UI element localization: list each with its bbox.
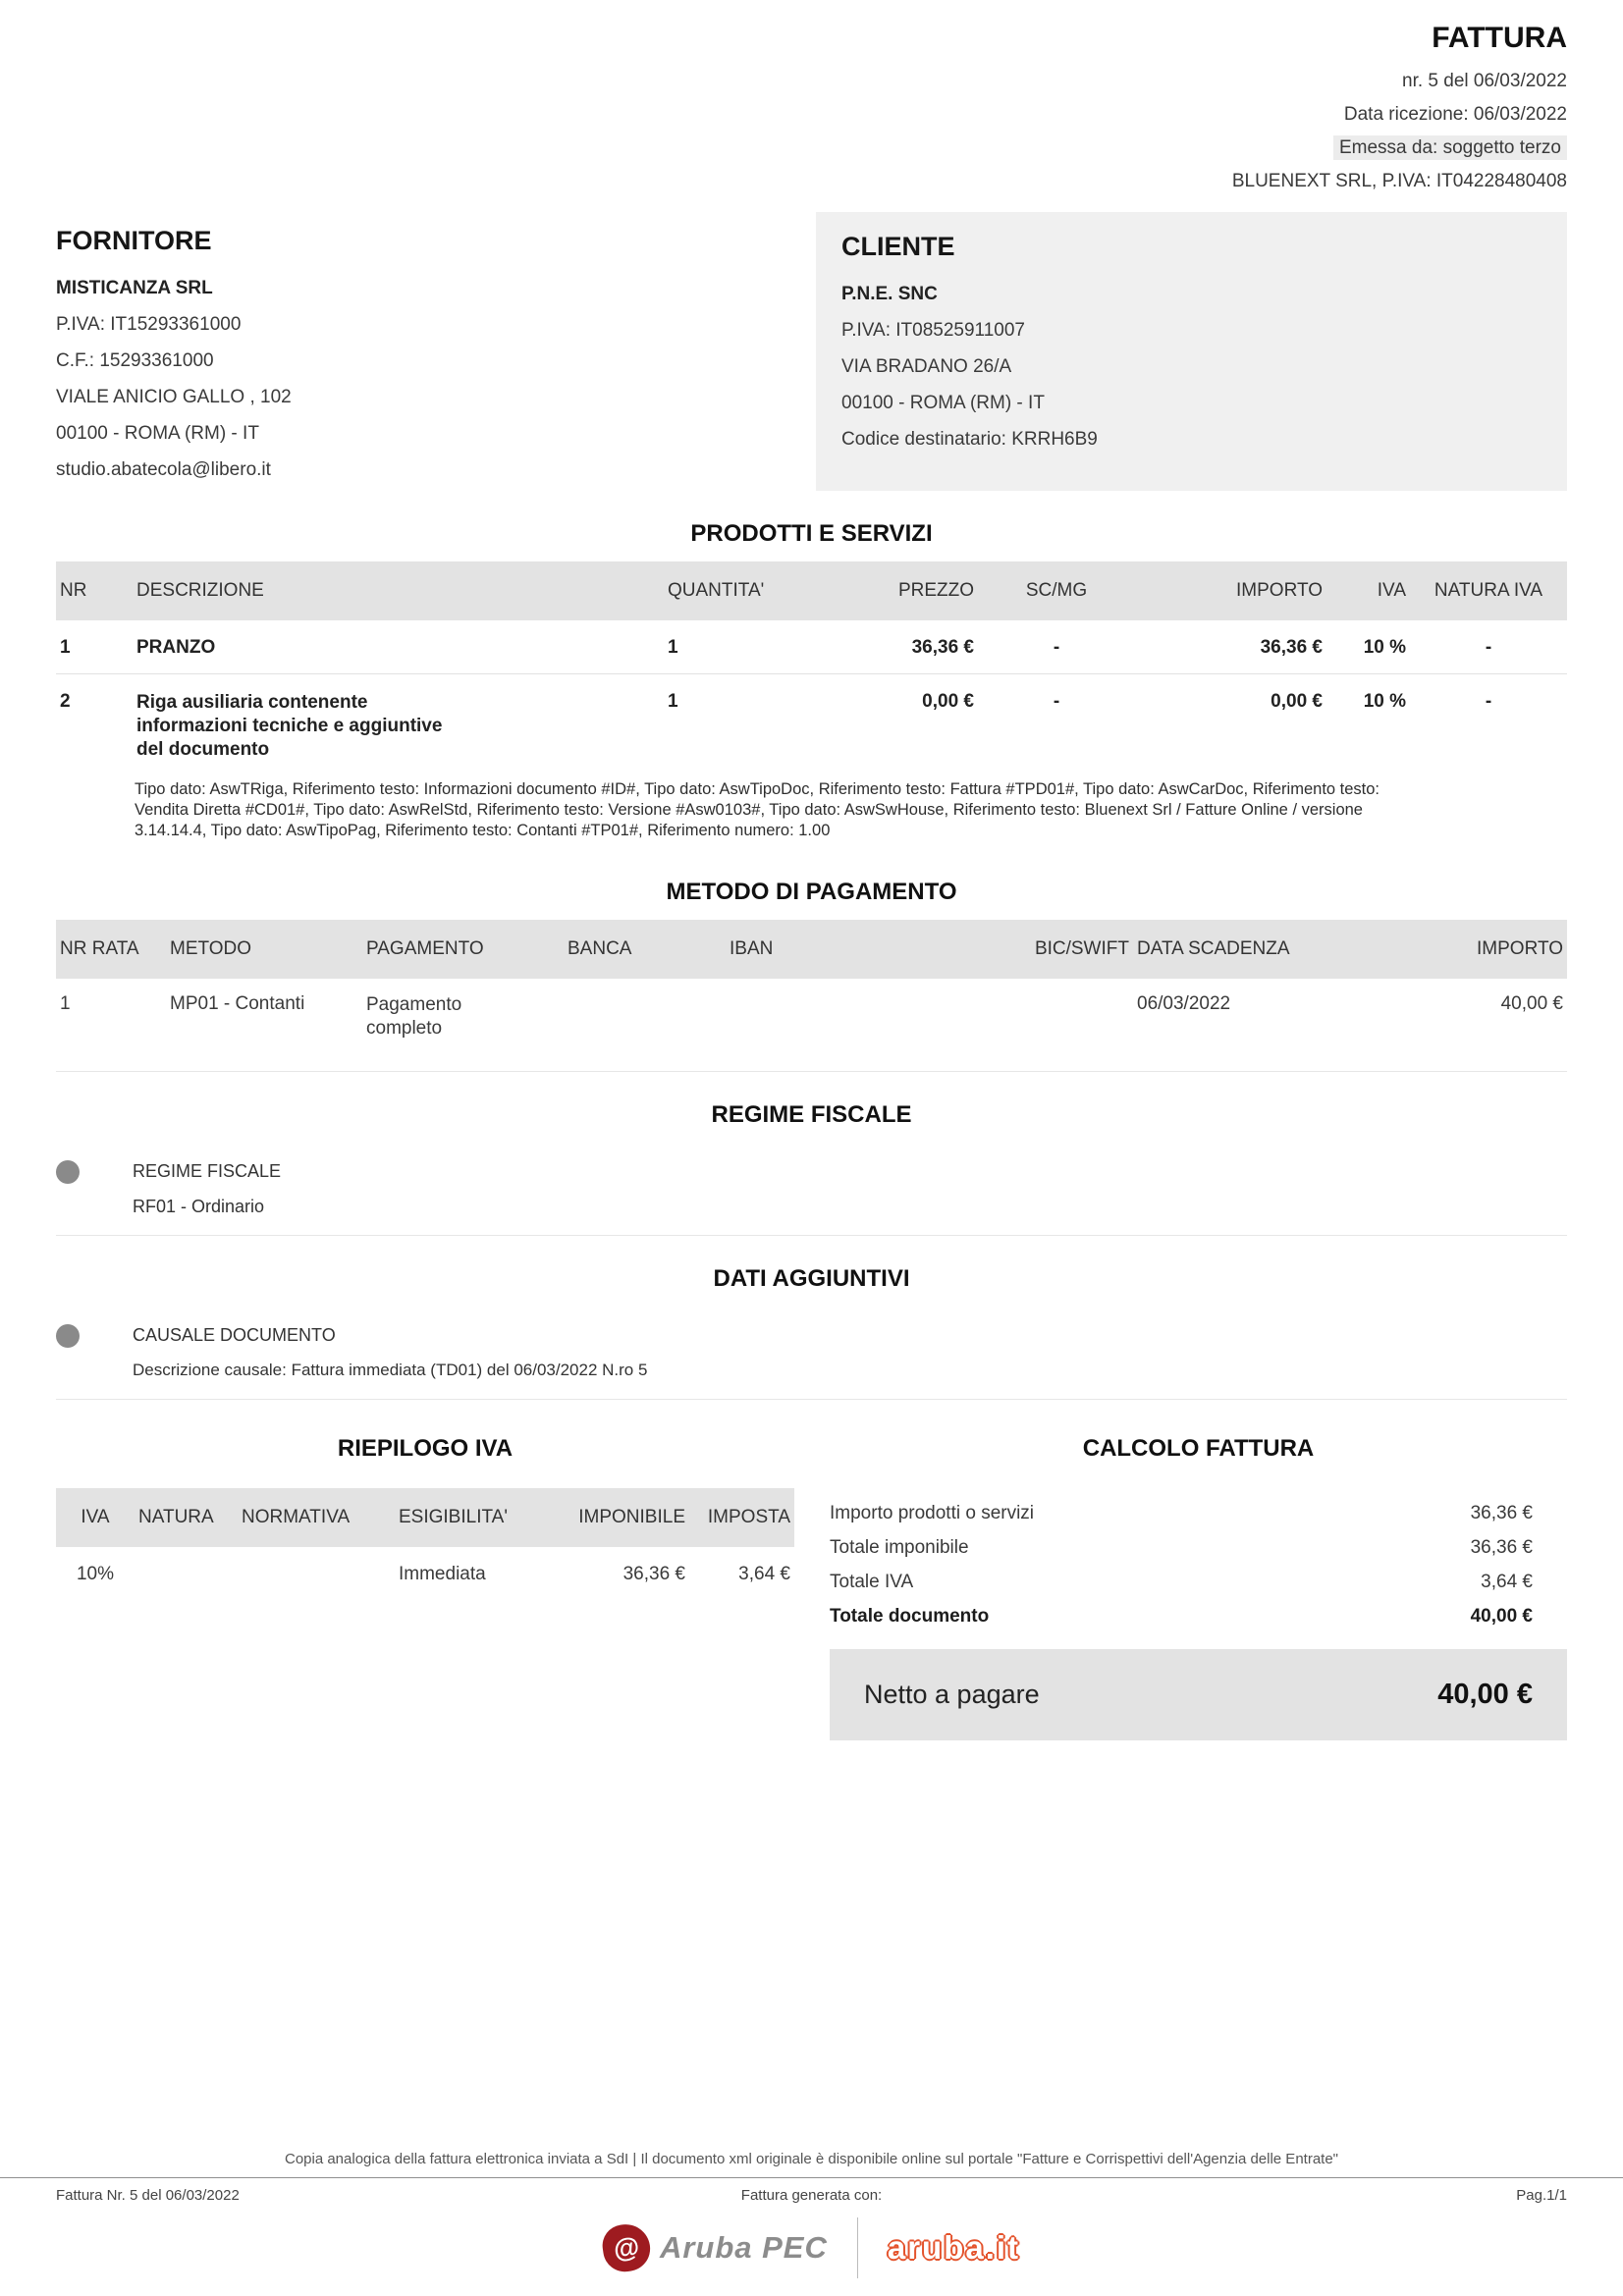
footer-note: Copia analogica della fattura elettronica inviata a SdI | Il documento xml originale è disponibile online sul portale "Fatture e Corrispettivi dell'Agenzia delle Entrate" bbox=[284, 2151, 1338, 2167]
product-row bbox=[56, 674, 1567, 775]
net-payable-value: 40,00 € bbox=[1437, 1678, 1533, 1710]
vat-summary-title: RIEPILOGO IVA bbox=[337, 1434, 514, 1462]
bullet-icon bbox=[56, 1160, 80, 1184]
wax-seal-at-icon: @ bbox=[600, 2221, 653, 2274]
calc-value: 3,64 € bbox=[1481, 1571, 1533, 1592]
aruba-it-logo: aruba.it bbox=[887, 2229, 1021, 2266]
issued-by-line bbox=[56, 132, 1567, 165]
calc-row bbox=[830, 1496, 1567, 1530]
product-amount: 0,00 € bbox=[1271, 691, 1323, 712]
additional-label-row bbox=[56, 1324, 1567, 1348]
calc-value: 36,36 € bbox=[1470, 1536, 1533, 1558]
vat-summary-row bbox=[56, 1547, 794, 1602]
vat-imposta: 3,64 € bbox=[738, 1563, 790, 1584]
product-price: 36,36 € bbox=[911, 637, 974, 658]
col-header-esigibilita: ESIGIBILITA' bbox=[399, 1506, 508, 1527]
col-header-normativa: NORMATIVA bbox=[242, 1506, 351, 1527]
additional-section-title: DATI AGGIUNTIVI bbox=[713, 1264, 910, 1292]
col-header-scmg: SC/MG bbox=[1025, 580, 1088, 601]
regime-value: RF01 - Ordinario bbox=[133, 1196, 265, 1216]
issued-by-highlight: Emessa da: soggetto terzo bbox=[1333, 135, 1567, 160]
product-technical-note: Tipo dato: AswTRiga, Riferimento testo: Informazioni documento #ID#, Tipo dato: AswTipoDoc, Riferimento testo: Fattura #TPD01#, Tipo dato: AswCarDoc, Riferimento testo: Vendita Diretta #CD01#, Tipo dato: AswRelStd, Riferimento testo: Versione #Asw0103#, Tipo dato: AswSwHouse, Riferimento testo: Bluenext Srl / Fatture Online / versione 3.14.14.4, Tipo dato: AswTipoPag, Riferimento testo: Contanti #TP01#, Riferimento numero: 1.00 bbox=[135, 780, 1380, 840]
blank-space bbox=[56, 1740, 1567, 2151]
product-price: 0,00 € bbox=[922, 691, 974, 712]
footer-row bbox=[56, 2178, 1567, 2204]
calc-label: Importo prodotti o servizi bbox=[830, 1502, 1035, 1523]
product-amount: 36,36 € bbox=[1260, 637, 1323, 658]
invoice-calc-block bbox=[830, 1421, 1567, 1740]
section-divider bbox=[56, 1071, 1567, 1072]
customer-block bbox=[816, 212, 1567, 491]
customer-name: P.N.E. SNC bbox=[841, 284, 938, 304]
net-payable-box bbox=[830, 1649, 1567, 1740]
col-header-natura: NATURA bbox=[138, 1506, 214, 1527]
customer-heading: CLIENTE bbox=[841, 232, 955, 261]
reception-date-line: Data ricezione: 06/03/2022 bbox=[1343, 104, 1567, 125]
col-header-quantita: QUANTITA' bbox=[668, 580, 765, 601]
calc-value: 40,00 € bbox=[1470, 1605, 1533, 1627]
footer-generated-with: Fattura generata con: bbox=[740, 2187, 883, 2204]
supplier-address: VIALE ANICIO GALLO , 102 bbox=[56, 387, 292, 407]
payment-nr: 1 bbox=[60, 993, 71, 1015]
net-payable-label: Netto a pagare bbox=[864, 1679, 1040, 1709]
product-scmg: - bbox=[1053, 637, 1060, 658]
col-header-nr-rata: NR RATA bbox=[60, 938, 139, 960]
supplier-name: MISTICANZA SRL bbox=[56, 278, 213, 298]
col-header-natura-iva: NATURA IVA bbox=[1434, 580, 1543, 601]
product-nr: 2 bbox=[60, 691, 71, 712]
vat-imponibile: 36,36 € bbox=[622, 1563, 685, 1584]
product-natura: - bbox=[1485, 691, 1492, 712]
col-header-iva: IVA bbox=[81, 1506, 110, 1527]
col-header-imposta: IMPOSTA bbox=[707, 1506, 790, 1527]
supplier-heading: FORNITORE bbox=[56, 226, 212, 255]
page-footer bbox=[56, 2151, 1567, 2296]
section-divider bbox=[56, 1235, 1567, 1236]
supplier-vat: P.IVA: IT15293361000 bbox=[56, 314, 242, 335]
invoice-title: FATTURA bbox=[1432, 22, 1567, 54]
col-header-metodo: METODO bbox=[170, 938, 252, 960]
supplier-email: studio.abatecola@libero.it bbox=[56, 459, 271, 480]
aruba-pec-logo bbox=[603, 2224, 828, 2271]
col-header-iva: IVA bbox=[1377, 580, 1406, 601]
vat-rate: 10% bbox=[76, 1563, 115, 1584]
col-header-importo: IMPORTO bbox=[1236, 580, 1323, 601]
product-vat: 10 % bbox=[1363, 637, 1406, 658]
issuer-line: BLUENEXT SRL, P.IVA: IT04228480408 bbox=[1231, 171, 1567, 191]
calc-row-total bbox=[830, 1599, 1567, 1633]
col-header-iban: IBAN bbox=[730, 938, 774, 960]
vat-summary-header bbox=[56, 1488, 794, 1547]
supplier-block bbox=[56, 212, 781, 491]
calc-label: Totale IVA bbox=[830, 1571, 914, 1592]
product-natura: - bbox=[1485, 637, 1492, 658]
aruba-pec-label: Aruba PEC bbox=[659, 2230, 828, 2265]
products-table-header bbox=[56, 561, 1567, 620]
products-section-title: PRODOTTI E SERVIZI bbox=[690, 520, 933, 547]
payment-table-header bbox=[56, 920, 1567, 979]
col-header-data-scadenza: DATA SCADENZA bbox=[1137, 938, 1290, 960]
regime-block bbox=[56, 1143, 1567, 1236]
calc-label: Totale documento bbox=[830, 1605, 990, 1627]
product-quantity: 1 bbox=[668, 637, 678, 658]
product-nr: 1 bbox=[60, 637, 71, 658]
payment-row bbox=[56, 979, 1567, 1055]
customer-address: VIA BRADANO 26/A bbox=[841, 356, 1012, 377]
logo-divider bbox=[857, 2217, 858, 2278]
customer-vat: P.IVA: IT08525911007 bbox=[841, 320, 1025, 341]
supplier-city: 00100 - ROMA (RM) - IT bbox=[56, 423, 259, 444]
calc-value: 36,36 € bbox=[1470, 1502, 1533, 1523]
additional-label: CAUSALE DOCUMENTO bbox=[133, 1325, 336, 1346]
invoice-number-line: nr. 5 del 06/03/2022 bbox=[1402, 71, 1567, 91]
regime-label-row bbox=[56, 1160, 1567, 1184]
payment-type: Pagamento completo bbox=[366, 994, 462, 1039]
payment-method: MP01 - Contanti bbox=[170, 993, 305, 1015]
col-header-nr: NR bbox=[60, 580, 87, 601]
product-row bbox=[56, 620, 1567, 674]
parties-section bbox=[56, 212, 1567, 491]
regime-section-title: REGIME FISCALE bbox=[711, 1100, 912, 1128]
summary-section bbox=[56, 1421, 1567, 1740]
footer-logos bbox=[56, 2217, 1567, 2296]
additional-value: Descrizione causale: Fattura immediata (TD01) del 06/03/2022 N.ro 5 bbox=[133, 1360, 648, 1379]
product-description: Riga ausiliaria contenente informazioni tecniche e aggiuntive del documento bbox=[136, 692, 443, 760]
col-header-pagamento: PAGAMENTO bbox=[366, 938, 484, 960]
customer-city: 00100 - ROMA (RM) - IT bbox=[841, 393, 1045, 413]
calc-row bbox=[830, 1565, 1567, 1599]
additional-block bbox=[56, 1307, 1567, 1400]
payment-amount: 40,00 € bbox=[1500, 993, 1563, 1015]
product-vat: 10 % bbox=[1363, 691, 1406, 712]
calc-label: Totale imponibile bbox=[830, 1536, 969, 1558]
vat-summary-block bbox=[56, 1421, 794, 1740]
regime-label: REGIME FISCALE bbox=[133, 1161, 282, 1182]
payment-section-title: METODO DI PAGAMENTO bbox=[666, 879, 957, 906]
footer-page-number: Pag.1/1 bbox=[1516, 2187, 1567, 2204]
customer-dest-code: Codice destinatario: KRRH6B9 bbox=[841, 429, 1098, 450]
payment-table bbox=[56, 920, 1567, 1072]
supplier-fiscal-code: C.F.: 15293361000 bbox=[56, 350, 214, 371]
bullet-icon bbox=[56, 1324, 80, 1348]
col-header-bic-swift: BIC/SWIFT bbox=[1034, 938, 1129, 960]
col-header-descrizione: DESCRIZIONE bbox=[136, 580, 264, 601]
col-header-prezzo: PREZZO bbox=[897, 580, 974, 601]
vat-esigibilita: Immediata bbox=[399, 1563, 486, 1584]
product-description: PRANZO bbox=[136, 637, 216, 658]
col-header-banca: BANCA bbox=[568, 938, 632, 960]
product-scmg: - bbox=[1053, 691, 1060, 712]
invoice-calc-title: CALCOLO FATTURA bbox=[1082, 1434, 1315, 1462]
col-header-importo: IMPORTO bbox=[1477, 938, 1563, 960]
footer-invoice-ref: Fattura Nr. 5 del 06/03/2022 bbox=[56, 2187, 240, 2204]
col-header-imponibile: IMPONIBILE bbox=[578, 1506, 685, 1527]
calc-row bbox=[830, 1530, 1567, 1565]
payment-due-date: 06/03/2022 bbox=[1137, 993, 1231, 1015]
document-header bbox=[56, 22, 1567, 198]
section-divider bbox=[56, 1399, 1567, 1400]
product-quantity: 1 bbox=[668, 691, 678, 712]
products-table bbox=[56, 561, 1567, 849]
invoice-calc-rows bbox=[830, 1496, 1567, 1633]
